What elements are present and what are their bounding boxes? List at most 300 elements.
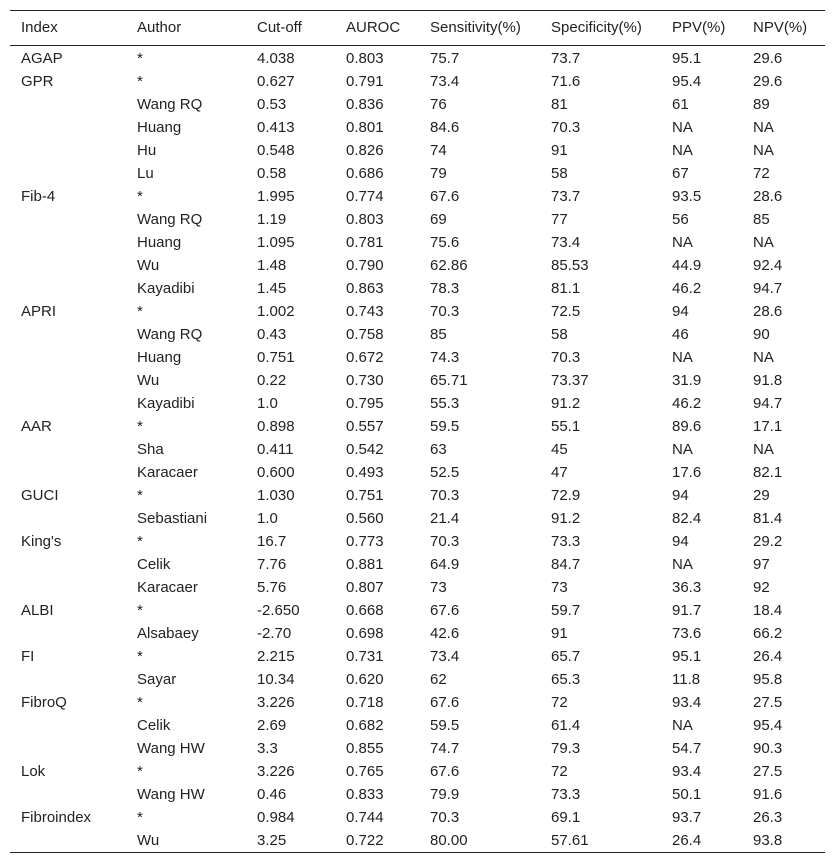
cell-ppv: 93.4 xyxy=(672,694,702,711)
cell-auroc: 0.718 xyxy=(346,694,384,711)
cell-author: Hu xyxy=(137,142,157,159)
cell-sensitivity: 63 xyxy=(430,441,447,458)
table-row xyxy=(10,645,825,668)
cell-cut-off: 1.0 xyxy=(257,510,278,527)
table-row xyxy=(10,70,825,93)
cell-index: AGAP xyxy=(21,50,63,67)
cell-cut-off: 1.030 xyxy=(257,487,295,504)
cell-specificity: 55.1 xyxy=(551,418,581,435)
table-row xyxy=(10,530,825,553)
cell-auroc: 0.698 xyxy=(346,625,384,642)
cell-ppv: 93.7 xyxy=(672,809,702,826)
cell-ppv: 89.6 xyxy=(672,418,702,435)
cell-npv: 82.1 xyxy=(753,464,783,481)
cell-cut-off: 1.002 xyxy=(257,303,295,320)
cell-sensitivity: 74 xyxy=(430,142,447,159)
cell-specificity: 72 xyxy=(551,763,568,780)
cell-author: Wang RQ xyxy=(137,211,203,228)
cell-npv: 89 xyxy=(753,96,770,113)
cell-ppv: NA xyxy=(672,234,693,251)
table-row xyxy=(10,438,825,461)
cell-specificity: 73.4 xyxy=(551,234,581,251)
cell-auroc: 0.801 xyxy=(346,119,384,136)
cell-auroc: 0.620 xyxy=(346,671,384,688)
cell-specificity: 70.3 xyxy=(551,119,581,136)
cell-specificity: 69.1 xyxy=(551,809,581,826)
cell-index: Fib-4 xyxy=(21,188,56,205)
table-row xyxy=(10,300,825,323)
cell-cut-off: 0.58 xyxy=(257,165,287,182)
cell-sensitivity: 59.5 xyxy=(430,418,460,435)
cell-index xyxy=(10,162,126,185)
cell-auroc: 0.682 xyxy=(346,717,384,734)
cell-npv: 85 xyxy=(753,211,770,228)
cell-specificity: 61.4 xyxy=(551,717,581,734)
cell-ppv: NA xyxy=(672,349,693,366)
cell-author: Karacaer xyxy=(137,579,198,596)
table-row xyxy=(10,323,825,346)
cell-ppv: 61 xyxy=(672,96,689,113)
cell-sensitivity: 80.00 xyxy=(430,832,468,849)
cell-npv: 28.6 xyxy=(753,188,783,205)
cell-index: Lok xyxy=(21,763,46,780)
cell-specificity: 65.3 xyxy=(551,671,581,688)
cell-npv: 18.4 xyxy=(753,602,783,619)
cell-author: * xyxy=(137,73,143,90)
table-row xyxy=(10,208,825,231)
cell-cut-off: 0.46 xyxy=(257,786,287,803)
cell-index xyxy=(10,392,126,415)
cell-index xyxy=(10,714,126,737)
cell-sensitivity: 73.4 xyxy=(430,73,460,90)
cell-sensitivity: 59.5 xyxy=(430,717,460,734)
cell-npv: 91.6 xyxy=(753,786,783,803)
cell-cut-off: 1.995 xyxy=(257,188,295,205)
cell-index xyxy=(10,737,126,760)
cell-npv: 94.7 xyxy=(753,280,783,297)
cell-ppv: 54.7 xyxy=(672,740,702,757)
cell-npv: NA xyxy=(753,349,774,366)
cell-author: Lu xyxy=(137,165,154,182)
cell-cut-off: 0.548 xyxy=(257,142,295,159)
cell-index: GUCI xyxy=(21,487,59,504)
cell-sensitivity: 79.9 xyxy=(430,786,460,803)
cell-index xyxy=(10,208,126,231)
table-header xyxy=(10,11,825,46)
cell-index: FibroQ xyxy=(21,694,67,711)
cell-sensitivity: 74.3 xyxy=(430,349,460,366)
cell-sensitivity: 21.4 xyxy=(430,510,460,527)
cell-specificity: 59.7 xyxy=(551,602,581,619)
cell-specificity: 45 xyxy=(551,441,568,458)
cell-index: King's xyxy=(21,533,62,550)
cell-specificity: 73.3 xyxy=(551,533,581,550)
cell-cut-off: 2.215 xyxy=(257,648,295,665)
cell-author: Wu xyxy=(137,372,160,389)
cell-auroc: 0.803 xyxy=(346,50,384,67)
cell-sensitivity: 42.6 xyxy=(430,625,460,642)
cell-index xyxy=(10,829,126,853)
cell-cut-off: 2.69 xyxy=(257,717,287,734)
cell-author: Sayar xyxy=(137,671,177,688)
cell-ppv: 91.7 xyxy=(672,602,702,619)
cell-auroc: 0.790 xyxy=(346,257,384,274)
cell-specificity: 47 xyxy=(551,464,568,481)
table-row xyxy=(10,484,825,507)
cell-specificity: 58 xyxy=(551,165,568,182)
cell-auroc: 0.795 xyxy=(346,395,384,412)
cell-ppv: 94 xyxy=(672,303,689,320)
cell-sensitivity: 75.7 xyxy=(430,50,460,67)
cell-author: Huang xyxy=(137,349,182,366)
table-row xyxy=(10,599,825,622)
cell-index: Fibroindex xyxy=(21,809,92,826)
cell-cut-off: 0.984 xyxy=(257,809,295,826)
cell-sensitivity: 67.6 xyxy=(430,694,460,711)
cell-index xyxy=(10,438,126,461)
cell-npv: NA xyxy=(753,119,774,136)
cell-sensitivity: 85 xyxy=(430,326,447,343)
data-table-container xyxy=(10,10,825,853)
cell-cut-off: 0.53 xyxy=(257,96,287,113)
cell-specificity: 65.7 xyxy=(551,648,581,665)
cell-author: Kayadibi xyxy=(137,395,195,412)
cell-specificity: 72.5 xyxy=(551,303,581,320)
cell-author: Huang xyxy=(137,234,182,251)
cell-sensitivity: 69 xyxy=(430,211,447,228)
table-row xyxy=(10,760,825,783)
cell-ppv: 94 xyxy=(672,533,689,550)
cell-ppv: 67 xyxy=(672,165,689,182)
cell-auroc: 0.774 xyxy=(346,188,384,205)
cell-author: * xyxy=(137,648,143,665)
cell-specificity: 73.7 xyxy=(551,188,581,205)
cell-ppv: NA xyxy=(672,119,693,136)
cell-specificity: 91 xyxy=(551,625,568,642)
cell-cut-off: 1.19 xyxy=(257,211,287,228)
cell-ppv: 26.4 xyxy=(672,832,702,849)
cell-ppv: NA xyxy=(672,556,693,573)
cell-index: ALBI xyxy=(21,602,54,619)
column-header-sensitivity: Sensitivity(%) xyxy=(430,19,521,36)
cell-ppv: 44.9 xyxy=(672,257,702,274)
cell-auroc: 0.730 xyxy=(346,372,384,389)
cell-author: Wu xyxy=(137,832,160,849)
cell-author: * xyxy=(137,763,143,780)
cell-author: Huang xyxy=(137,119,182,136)
cell-auroc: 0.560 xyxy=(346,510,384,527)
cell-specificity: 84.7 xyxy=(551,556,581,573)
cell-specificity: 58 xyxy=(551,326,568,343)
cell-npv: 29.6 xyxy=(753,73,783,90)
cell-cut-off: -2.650 xyxy=(257,602,300,619)
table-row xyxy=(10,668,825,691)
cell-sensitivity: 73.4 xyxy=(430,648,460,665)
cell-ppv: 95.4 xyxy=(672,73,702,90)
cell-index xyxy=(10,323,126,346)
cell-ppv: 17.6 xyxy=(672,464,702,481)
cell-cut-off: 3.3 xyxy=(257,740,278,757)
cell-auroc: 0.826 xyxy=(346,142,384,159)
cell-author: Sebastiani xyxy=(137,510,208,527)
cell-npv: NA xyxy=(753,234,774,251)
table-row xyxy=(10,93,825,116)
cell-specificity: 72 xyxy=(551,694,568,711)
cell-specificity: 73.7 xyxy=(551,50,581,67)
table-row xyxy=(10,254,825,277)
table-row xyxy=(10,829,825,853)
cell-ppv: NA xyxy=(672,142,693,159)
cell-auroc: 0.836 xyxy=(346,96,384,113)
cell-npv: 90.3 xyxy=(753,740,783,757)
cell-author: Celik xyxy=(137,556,171,573)
cell-index xyxy=(10,116,126,139)
cell-cut-off: -2.70 xyxy=(257,625,292,642)
cell-index xyxy=(10,231,126,254)
cell-index xyxy=(10,576,126,599)
table-row xyxy=(10,783,825,806)
table-row xyxy=(10,576,825,599)
table-row xyxy=(10,461,825,484)
cell-specificity: 91.2 xyxy=(551,395,581,412)
cell-npv: 17.1 xyxy=(753,418,783,435)
cell-author: * xyxy=(137,694,143,711)
cell-ppv: 36.3 xyxy=(672,579,702,596)
cell-cut-off: 10.34 xyxy=(257,671,295,688)
cell-cut-off: 0.22 xyxy=(257,372,287,389)
table-row xyxy=(10,392,825,415)
cell-ppv: 46 xyxy=(672,326,689,343)
cell-index xyxy=(10,346,126,369)
cell-npv: NA xyxy=(753,142,774,159)
cell-cut-off: 0.600 xyxy=(257,464,295,481)
cell-auroc: 0.765 xyxy=(346,763,384,780)
table-row xyxy=(10,346,825,369)
cell-npv: 91.8 xyxy=(753,372,783,389)
cell-sensitivity: 78.3 xyxy=(430,280,460,297)
cell-npv: NA xyxy=(753,441,774,458)
column-header-auroc: AUROC xyxy=(346,19,401,36)
cell-ppv: 95.1 xyxy=(672,50,702,67)
cell-sensitivity: 79 xyxy=(430,165,447,182)
cell-ppv: 46.2 xyxy=(672,395,702,412)
cell-sensitivity: 70.3 xyxy=(430,487,460,504)
cell-specificity: 71.6 xyxy=(551,73,581,90)
table-row xyxy=(10,622,825,645)
table-row xyxy=(10,415,825,438)
cell-specificity: 85.53 xyxy=(551,257,589,274)
cell-npv: 93.8 xyxy=(753,832,783,849)
cell-auroc: 0.791 xyxy=(346,73,384,90)
column-header-npv: NPV(%) xyxy=(753,19,808,36)
cell-ppv: 31.9 xyxy=(672,372,702,389)
cell-index xyxy=(10,93,126,116)
cell-cut-off: 3.226 xyxy=(257,763,295,780)
cell-sensitivity: 76 xyxy=(430,96,447,113)
column-header-ppv: PPV(%) xyxy=(672,19,726,36)
cell-auroc: 0.863 xyxy=(346,280,384,297)
cell-index xyxy=(10,369,126,392)
cell-ppv: 11.8 xyxy=(672,671,701,688)
cell-author: * xyxy=(137,50,143,67)
cell-sensitivity: 64.9 xyxy=(430,556,460,573)
cell-index: APRI xyxy=(21,303,57,320)
column-header-author: Author xyxy=(137,19,182,36)
cell-specificity: 79.3 xyxy=(551,740,581,757)
cell-auroc: 0.542 xyxy=(346,441,384,458)
cell-cut-off: 3.226 xyxy=(257,694,295,711)
cell-sensitivity: 84.6 xyxy=(430,119,460,136)
cell-cut-off: 5.76 xyxy=(257,579,287,596)
cell-cut-off: 0.411 xyxy=(257,441,294,458)
cell-index xyxy=(10,622,126,645)
cell-npv: 72 xyxy=(753,165,770,182)
cell-author: Celik xyxy=(137,717,171,734)
cell-sensitivity: 62.86 xyxy=(430,257,468,274)
cell-auroc: 0.744 xyxy=(346,809,384,826)
cell-cut-off: 16.7 xyxy=(257,533,287,550)
cell-npv: 92.4 xyxy=(753,257,783,274)
cell-ppv: NA xyxy=(672,441,693,458)
cell-auroc: 0.686 xyxy=(346,165,384,182)
cell-index xyxy=(10,461,126,484)
cell-index: AAR xyxy=(21,418,52,435)
cell-sensitivity: 52.5 xyxy=(430,464,460,481)
cell-sensitivity: 65.71 xyxy=(430,372,468,389)
cell-index xyxy=(10,277,126,300)
cell-author: Kayadibi xyxy=(137,280,195,297)
cell-cut-off: 0.751 xyxy=(257,349,295,366)
cell-npv: 27.5 xyxy=(753,763,783,780)
cell-index xyxy=(10,139,126,162)
cell-index xyxy=(10,668,126,691)
table-row xyxy=(10,507,825,530)
cell-specificity: 81 xyxy=(551,96,568,113)
cell-author: * xyxy=(137,418,143,435)
cell-sensitivity: 70.3 xyxy=(430,303,460,320)
cell-sensitivity: 73 xyxy=(430,579,447,596)
cell-specificity: 73 xyxy=(551,579,568,596)
cell-index xyxy=(10,254,126,277)
cell-author: * xyxy=(137,487,143,504)
cell-cut-off: 0.413 xyxy=(257,119,295,136)
cell-sensitivity: 67.6 xyxy=(430,763,460,780)
cell-sensitivity: 55.3 xyxy=(430,395,460,412)
cell-cut-off: 0.898 xyxy=(257,418,295,435)
cell-cut-off: 1.0 xyxy=(257,395,278,412)
cell-auroc: 0.722 xyxy=(346,832,384,849)
cell-auroc: 0.731 xyxy=(346,648,384,665)
table-row xyxy=(10,116,825,139)
cell-auroc: 0.668 xyxy=(346,602,384,619)
cell-sensitivity: 74.7 xyxy=(430,740,460,757)
cell-auroc: 0.855 xyxy=(346,740,384,757)
column-header-specificity: Specificity(%) xyxy=(551,19,642,36)
table-body xyxy=(10,46,825,853)
cell-ppv: 95.1 xyxy=(672,648,702,665)
cell-npv: 26.3 xyxy=(753,809,783,826)
table-row xyxy=(10,185,825,208)
cell-auroc: 0.773 xyxy=(346,533,384,550)
cell-ppv: 46.2 xyxy=(672,280,702,297)
cell-specificity: 91 xyxy=(551,142,568,159)
cell-npv: 90 xyxy=(753,326,770,343)
cell-cut-off: 4.038 xyxy=(257,50,295,67)
table-row xyxy=(10,277,825,300)
cell-cut-off: 0.627 xyxy=(257,73,295,90)
cell-npv: 28.6 xyxy=(753,303,783,320)
cell-npv: 97 xyxy=(753,556,770,573)
cell-author: Karacaer xyxy=(137,464,198,481)
cell-cut-off: 0.43 xyxy=(257,326,287,343)
cell-auroc: 0.758 xyxy=(346,326,384,343)
table-row xyxy=(10,369,825,392)
cell-author: * xyxy=(137,303,143,320)
cell-auroc: 0.803 xyxy=(346,211,384,228)
table-row xyxy=(10,139,825,162)
cell-cut-off: 3.25 xyxy=(257,832,287,849)
cell-author: Wang RQ xyxy=(137,326,203,343)
cell-npv: 81.4 xyxy=(753,510,783,527)
cell-author: * xyxy=(137,809,143,826)
table-row xyxy=(10,806,825,829)
table-row xyxy=(10,691,825,714)
cell-auroc: 0.743 xyxy=(346,303,384,320)
cell-author: Wu xyxy=(137,257,160,274)
cell-npv: 92 xyxy=(753,579,770,596)
cell-npv: 95.8 xyxy=(753,671,783,688)
cell-auroc: 0.557 xyxy=(346,418,384,435)
cell-author: Wang HW xyxy=(137,786,205,803)
header-row xyxy=(10,11,825,46)
cell-cut-off: 1.095 xyxy=(257,234,295,251)
cell-specificity: 91.2 xyxy=(551,510,581,527)
cell-author: * xyxy=(137,188,143,205)
cell-cut-off: 1.45 xyxy=(257,280,287,297)
table-row xyxy=(10,231,825,254)
cell-sensitivity: 67.6 xyxy=(430,188,460,205)
cell-ppv: 93.4 xyxy=(672,763,702,780)
cell-npv: 27.5 xyxy=(753,694,783,711)
cell-npv: 95.4 xyxy=(753,717,783,734)
column-header-cut-off: Cut-off xyxy=(257,19,302,36)
cell-npv: 29.6 xyxy=(753,50,783,67)
fibrosis-index-table xyxy=(10,10,825,853)
cell-sensitivity: 75.6 xyxy=(430,234,460,251)
cell-ppv: 50.1 xyxy=(672,786,702,803)
cell-author: Sha xyxy=(137,441,164,458)
cell-auroc: 0.881 xyxy=(346,556,384,573)
column-header-index: Index xyxy=(21,19,58,36)
cell-auroc: 0.751 xyxy=(346,487,384,504)
cell-ppv: 94 xyxy=(672,487,689,504)
cell-specificity: 70.3 xyxy=(551,349,581,366)
cell-ppv: 93.5 xyxy=(672,188,702,205)
cell-auroc: 0.807 xyxy=(346,579,384,596)
table-row xyxy=(10,714,825,737)
cell-ppv: 73.6 xyxy=(672,625,702,642)
cell-index: FI xyxy=(21,648,35,665)
cell-specificity: 57.61 xyxy=(551,832,589,849)
cell-auroc: 0.672 xyxy=(346,349,384,366)
table-row xyxy=(10,737,825,760)
cell-ppv: NA xyxy=(672,717,693,734)
cell-specificity: 81.1 xyxy=(551,280,581,297)
cell-index xyxy=(10,553,126,576)
cell-author: Alsabaey xyxy=(137,625,199,642)
cell-sensitivity: 70.3 xyxy=(430,533,460,550)
cell-cut-off: 1.48 xyxy=(257,257,287,274)
